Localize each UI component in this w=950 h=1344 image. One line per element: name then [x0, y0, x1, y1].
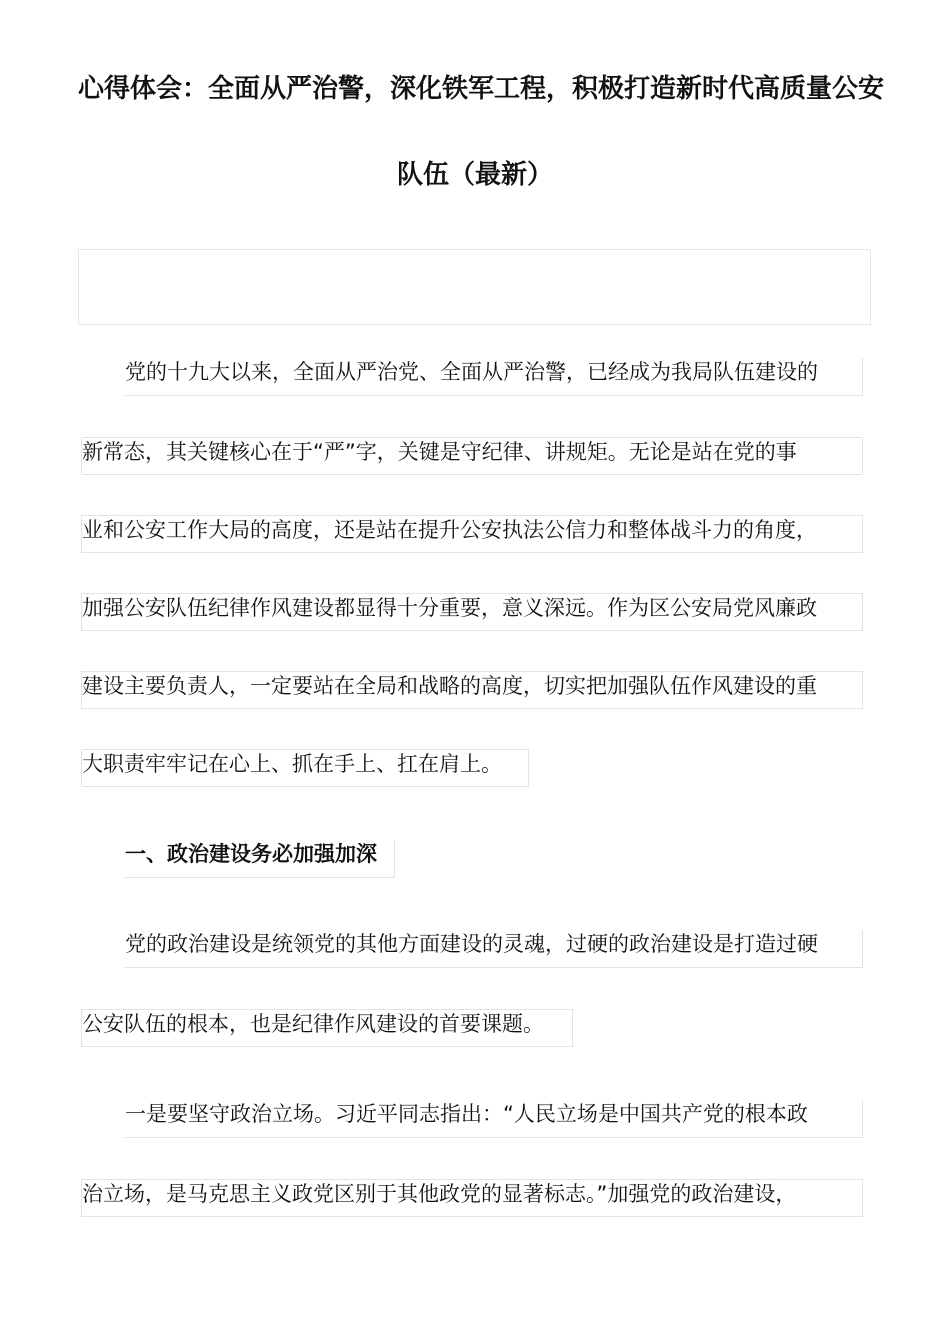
paragraph-3-line-2: 治立场，是马克思主义政党区别于其他政党的显著标志。”加强党的政治建设，: [81, 1179, 863, 1217]
paragraph-1-line-1: 党的十九大以来，全面从严治党、全面从严治警，已经成为我局队伍建设的: [125, 358, 863, 396]
document-title-line-2: 队伍（最新）: [396, 160, 553, 190]
paragraph-1-line-5: 建设主要负责人，一定要站在全局和战略的高度，切实把加强队伍作风建设的重: [81, 671, 863, 709]
paragraph-1-line-2: 新常态，其关键核心在于“严”字，关键是守纪律、讲规矩。无论是站在党的事: [81, 437, 863, 475]
document-title-line-1: 心得体会：全面从严治警，深化铁军工程，积极打造新时代高质量公安: [78, 74, 885, 104]
paragraph-2-line-1: 党的政治建设是统领党的其他方面建设的灵魂，过硬的政治建设是打造过硬: [125, 930, 863, 968]
paragraph-2-line-2: 公安队伍的根本，也是纪律作风建设的首要课题。: [81, 1009, 573, 1047]
paragraph-1-line-6: 大职责牢牢记在心上、抓在手上、扛在肩上。: [81, 749, 529, 787]
paragraph-3-line-1: 一是要坚守政治立场。习近平同志指出：“人民立场是中国共产党的根本政: [125, 1100, 863, 1138]
paragraph-1-line-3: 业和公安工作大局的高度，还是站在提升公安执法公信力和整体战斗力的角度，: [81, 515, 863, 553]
paragraph-1-line-4: 加强公安队伍纪律作风建设都显得十分重要，意义深远。作为区公安局党风廉政: [81, 593, 863, 631]
empty-content-box: [78, 249, 871, 325]
section-heading: 一、政治建设务必加强加深: [125, 840, 395, 878]
